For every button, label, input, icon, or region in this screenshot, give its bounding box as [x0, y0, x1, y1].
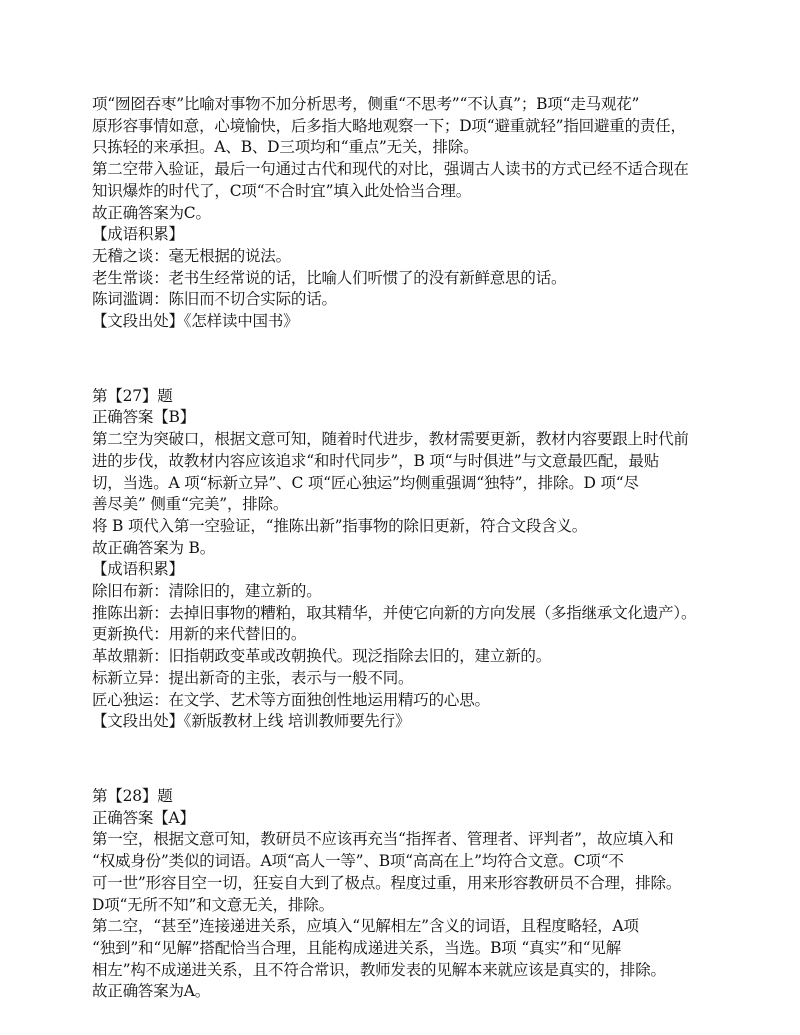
idiom-entry: 陈词滥调：陈旧而不切合实际的话。	[92, 290, 337, 309]
text-line: 相左”构不成递进关系，且不符合常识，教师发表的见解本来就应该是真实的，排除。	[92, 960, 666, 979]
question-title: 第【27】题	[92, 386, 173, 405]
idiom-entry: 更新换代：用新的来代替旧的。	[92, 625, 307, 644]
section-gap	[92, 333, 716, 386]
source-line: 【文段出处】《怎样读中国书》	[92, 312, 299, 331]
text-line: 项“囫囵吞枣”比喻对事物不加分析思考，侧重“不思考”“不认真”；B项“走马观花”	[92, 95, 640, 113]
answer-line: 故正确答案为A。	[92, 982, 211, 1001]
text-line: 将 B 项代入第一空验证，“推陈出新”指事物的除旧更新，符合文段含义。	[92, 516, 588, 535]
source-line: 【文段出处】《新版教材上线 培训教师要先行》	[92, 712, 411, 731]
answer-line: 故正确答案为 B。	[92, 538, 216, 557]
text-line: 进的步伐，故教材内容应该追求“和时代同步”，B 项“与时俱进”与文意最匹配，最贴	[92, 451, 660, 470]
section-gap	[92, 733, 716, 786]
text-line: 第一空，根据文意可知，教研员不应该再充当“指挥者、管理者、评判者”，故应填入和	[92, 830, 674, 849]
text-line: “权威身份”类似的词语。A项“高人一等”、B项“高高在上”均符合文意。C项“不	[92, 852, 624, 871]
text-line: 第二空带入验证，最后一句通过古代和现代的对比，强调古人读书的方式已经不适合现在	[92, 160, 689, 179]
text-line: 第二空，“甚至”连接递进关系，应填入“见解相左”含义的词语，且程度略轻，A项	[92, 917, 639, 936]
idiom-entry: 标新立异：提出新奇的主张，表示与一般不同。	[92, 668, 414, 687]
section-heading: 【成语积累】	[92, 560, 184, 579]
text-line: 知识爆炸的时代了，C项“不合时宜”填入此处恰当合理。	[92, 181, 472, 200]
section-heading: 【成语积累】	[92, 225, 184, 244]
correct-answer: 正确答案【A】	[92, 808, 195, 827]
answer-line: 故正确答案为C。	[92, 203, 211, 222]
section-26-tail	[92, 94, 716, 333]
section-27	[92, 386, 716, 733]
answer-explanation-page	[92, 94, 716, 1003]
question-title: 第【28】题	[92, 786, 173, 805]
correct-answer: 正确答案【B】	[92, 408, 195, 427]
text-line: 切，当选。A 项“标新立异”、C 项“匠心独运”均侧重强调“独特”，排除。D 项“尽	[92, 473, 639, 492]
text-line: 只拣轻的来承担。A、B、D三项均和“重点”无关，排除。	[92, 138, 479, 157]
idiom-entry: 推陈出新：去掉旧事物的糟粕，取其精华，并使它向新的方向发展（多指继承文化遗产）。	[92, 603, 697, 622]
idiom-entry: 老生常谈：老书生经常说的话，比喻人们听惯了的没有新鲜意思的话。	[92, 268, 567, 287]
text-line: 原形容事情如意，心境愉快，后多指大略地观察一下；D项“避重就轻”指回避重的责任，	[92, 116, 686, 135]
text-line: D项“无所不知”和文意无关，排除。	[92, 895, 334, 914]
section-28	[92, 786, 716, 1003]
text-line: 第二空为突破口，根据文意可知，随着时代进步，教材需要更新，教材内容要跟上时代前	[92, 430, 689, 449]
idiom-entry: 匠心独运：在文学、艺术等方面独创性地运用精巧的心思。	[92, 690, 490, 709]
text-line: “独到”和“见解”搭配恰当合理，且能构成递进关系，当选。B项 “真实”和“见解	[92, 938, 621, 957]
idiom-entry: 无稽之谈：毫无根据的说法。	[92, 246, 291, 265]
text-line: 善尽美” 侧重“完美”，排除。	[92, 495, 289, 514]
idiom-entry: 革故鼎新：旧指朝政变革或改朝换代。现泛指除去旧的，建立新的。	[92, 647, 552, 666]
idiom-entry: 除旧布新：清除旧的，建立新的。	[92, 582, 322, 601]
text-line: 可一世”形容目空一切，狂妄自大到了极点。程度过重，用来形容教研员不合理，排除。	[92, 873, 682, 892]
